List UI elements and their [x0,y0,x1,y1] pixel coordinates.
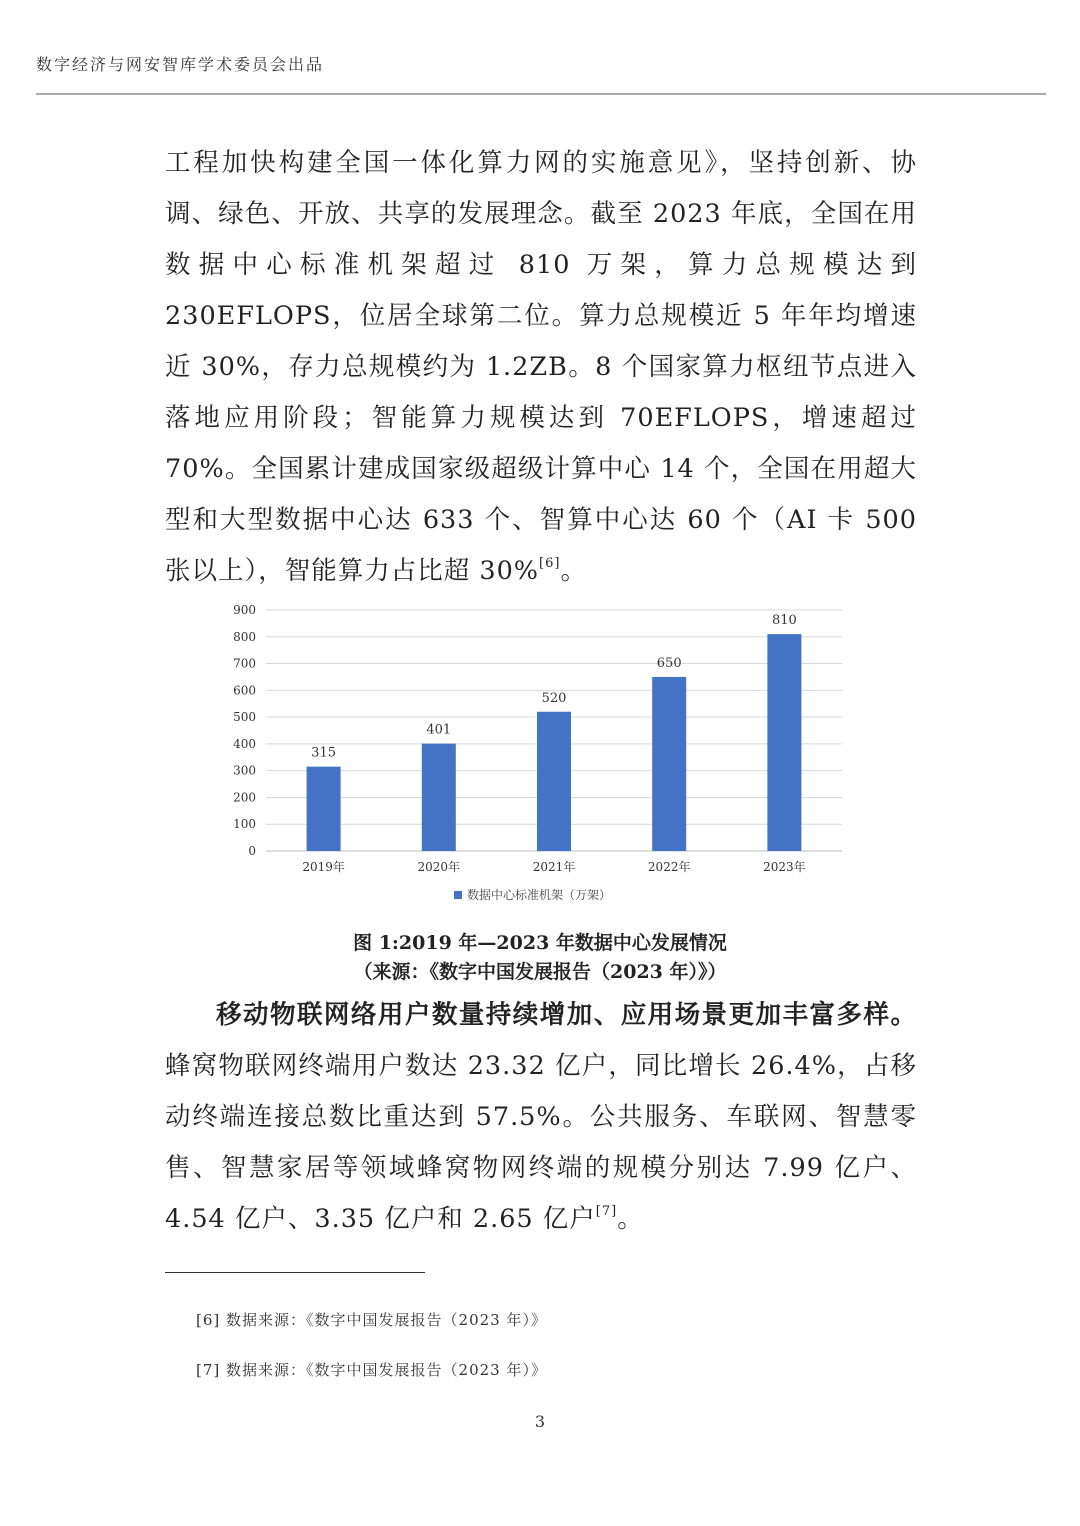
paragraph-compute-text: 工程加快构建全国一体化算力网的实施意见》，坚持创新、协调、绿色、开放、共享的发展理念。截至 2023 年底，全国在用数据中心标准机架超过 810 万架，算力总规模达到 230EFLOPS，位居全球第二位。算力总规模近 5 年年均增速近 30%，存力总规模约为 1.2ZB。8 个国家算力枢纽节点进入落地应用阶段；智能算力规模达到 70EFLOPS，增速超过 70%。全国累计建成国家级超级计算中心 14 个，全国在用超大型和大型数据中心达 633 个、智算中心达 60 个（AI 卡 500 张以上），智能算力占比超 30% [165,148,917,586]
paragraph-iot [165,990,917,1245]
paragraph-compute [165,138,917,597]
figure-caption-title: 图 1:2019 年—2023 年数据中心发展情况 [353,932,727,954]
datacenter-bar-chart [222,598,852,918]
chart-svg [222,598,852,918]
paragraph-compute-end: 。 [560,556,587,586]
y-tick-label: 200 [233,790,256,805]
footnote-ref-6[interactable]: [6] [539,556,561,571]
paragraph-iot-lead: 移动物联网络用户数量持续增加、应用场景更加丰富多样。 [216,1000,917,1030]
y-tick-label: 800 [233,629,256,644]
data-label: 315 [311,745,337,761]
footnote-7 [196,1359,547,1380]
x-tick-label: 2019年 [302,860,345,874]
paragraph-iot-end: 。 [617,1204,644,1234]
bar [652,677,686,851]
x-tick-label: 2023年 [763,860,806,874]
y-tick-label: 0 [248,844,256,858]
footnote-6-mark: [6] [196,1311,221,1329]
y-tick-label: 400 [233,736,256,751]
y-tick-label: 600 [233,683,256,698]
bar [767,634,801,851]
x-tick-label: 2020年 [417,860,461,874]
header-rule [36,93,1046,95]
data-label: 810 [771,613,797,629]
data-label: 401 [426,722,452,738]
bar [537,712,571,851]
figure-caption-source: （来源：《数字中国发展报告（2023 年）》） [353,961,727,983]
footnote-rule [165,1272,425,1273]
y-tick-label: 900 [233,603,256,617]
y-tick-label: 500 [233,710,256,725]
legend-label: 数据中心标准机架（万架） [467,888,612,902]
y-tick-label: 300 [233,763,256,778]
footnote-6 [196,1309,547,1330]
legend-swatch [454,891,462,899]
x-tick-label: 2021年 [532,860,576,874]
y-tick-label: 700 [233,656,256,671]
x-tick-label: 2022年 [647,860,691,874]
page-number: 3 [534,1412,546,1431]
bar [422,744,456,851]
data-label: 520 [541,690,567,706]
running-header: 数字经济与网安智库学术委员会出品 [36,55,325,74]
footnote-7-text: 数据来源：《数字中国发展报告（2023 年）》 [226,1361,547,1379]
footnote-6-text: 数据来源：《数字中国发展报告（2023 年）》 [226,1311,547,1329]
paragraph-iot-text: 蜂窝物联网终端用户数达 23.32 亿户，同比增长 26.4%，占移动终端连接总数比重达到 57.5%。公共服务、车联网、智慧零售、智慧家居等领域蜂窝物网终端的规模分别达 7.99 亿户、4.54 亿户、3.35 亿户和 2.65 亿户 [165,1051,917,1234]
bar [307,767,341,851]
y-tick-label: 100 [233,817,256,832]
data-label: 650 [656,655,682,671]
footnote-7-mark: [7] [196,1361,221,1379]
footnote-ref-7[interactable]: [7] [595,1204,618,1219]
